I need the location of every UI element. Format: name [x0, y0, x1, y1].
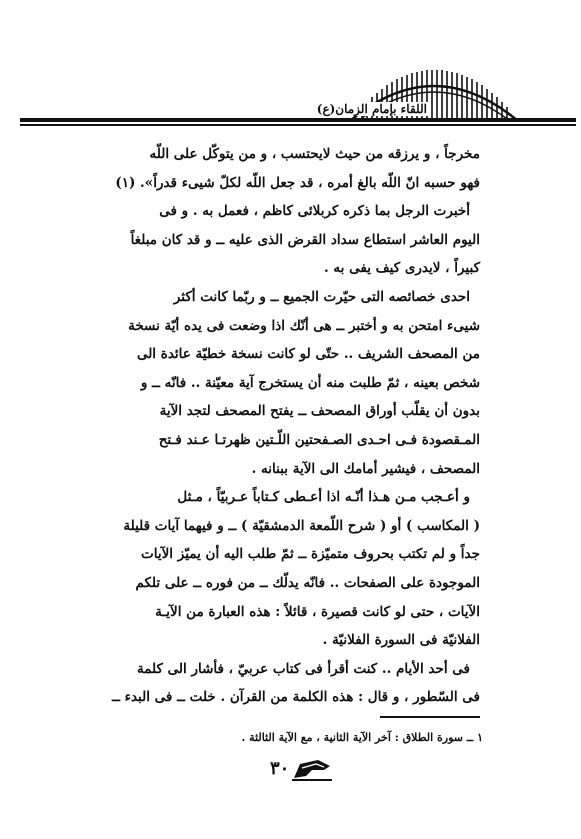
- body-text: [72, 140, 480, 712]
- quill-pen-icon: [290, 756, 334, 782]
- text-line: فهو حسبه انّ اللّه بالغ أمره ، قد جعل اللّه لكلّ شيىء قدراً». (١): [115, 174, 480, 191]
- text-line: أخبرت الرجل بما ذكره كربلائى كاظم ، فعمل به . و فى: [159, 203, 470, 220]
- header-rule: [20, 118, 576, 122]
- text-line: بدون أن يقلّب أوراق المصحف ــ يفتح المصحف لتجد الآية: [159, 403, 480, 420]
- footnote-rule: [380, 716, 480, 718]
- text-line: المـقصودة فـى احـدى الصـفحتين اللّـتين ظهرتـا عـند فـتح: [158, 431, 480, 448]
- text-line: احدى خصائصه التى حيّرت الجميع ــ و ربّما كانت أكثر: [173, 288, 470, 305]
- text-line: جداً و لم تكتب بحروف متميّزة ــ ثمّ طلب اليه أن يميّز الآيات: [141, 546, 480, 563]
- text-line: شخص بعينه ، ثمّ طلبت منه أن يستخرج آية معيّنة .. فانّه ــ و: [140, 374, 480, 391]
- text-line: ( المكاسب ) أو ( شرح اللّمعة الدمشقيّة ) ــ و فيهما آيات قليلة: [123, 517, 480, 534]
- text-line: الآيات ، حتى لو كانت قصيرة ، قائلاً : هذه العبارة من الآيـة: [155, 603, 480, 620]
- text-line: من المصحف الشريف .. حتّى لو كانت نسخة خطيّة عائدة الى: [136, 346, 480, 363]
- footnote: ١ ــ سورة الطلاق : آخر الآية الثانية ، مع الآية الثالثة .: [241, 731, 483, 744]
- header-rule-thin: [20, 124, 576, 126]
- text-line: المصحف ، فيشير أمامك الى الآية ببنانه .: [251, 460, 480, 477]
- running-header-title: اللقاء بإمام الزمان(ع): [313, 102, 431, 116]
- text-line: شيىء امتحن به و أختبر ــ هى أنّك اذا وضعت فى يده أيّة نسخة: [128, 317, 480, 334]
- text-line: كبيراً ، لايدرى كيف يفى به .: [324, 260, 480, 277]
- text-line: فى السّطور ، و قال : هذه الكلمة من القرآن . خلت ــ فى البدء ــ: [111, 689, 480, 706]
- text-line: الموجودة على الصفحات .. فانّه يدلّك ــ من فوره ــ على تلكم: [135, 574, 480, 591]
- text-line: و أعـجب مـن هـذا أنّـه اذا أعـطى كـتاباً عـربيّاً ، مـثل: [177, 489, 470, 506]
- text-line: فى أحد الأيام .. كنت أقرأ فى كتاب عربيّ ، فأشار الى كلمة: [137, 660, 470, 677]
- text-line: مخرجاً ، و يرزقه من حيث لايحتسب ، و من يتوكّل على اللّه: [149, 146, 480, 162]
- text-line: الفلانيّة فى السورة الفلانيّة .: [322, 632, 480, 649]
- text-line: اليوم العاشر استطاع سداد القرض الذى عليه ــ و قد كان مبلغاً: [130, 231, 480, 248]
- page-number: ٣٠: [270, 758, 290, 779]
